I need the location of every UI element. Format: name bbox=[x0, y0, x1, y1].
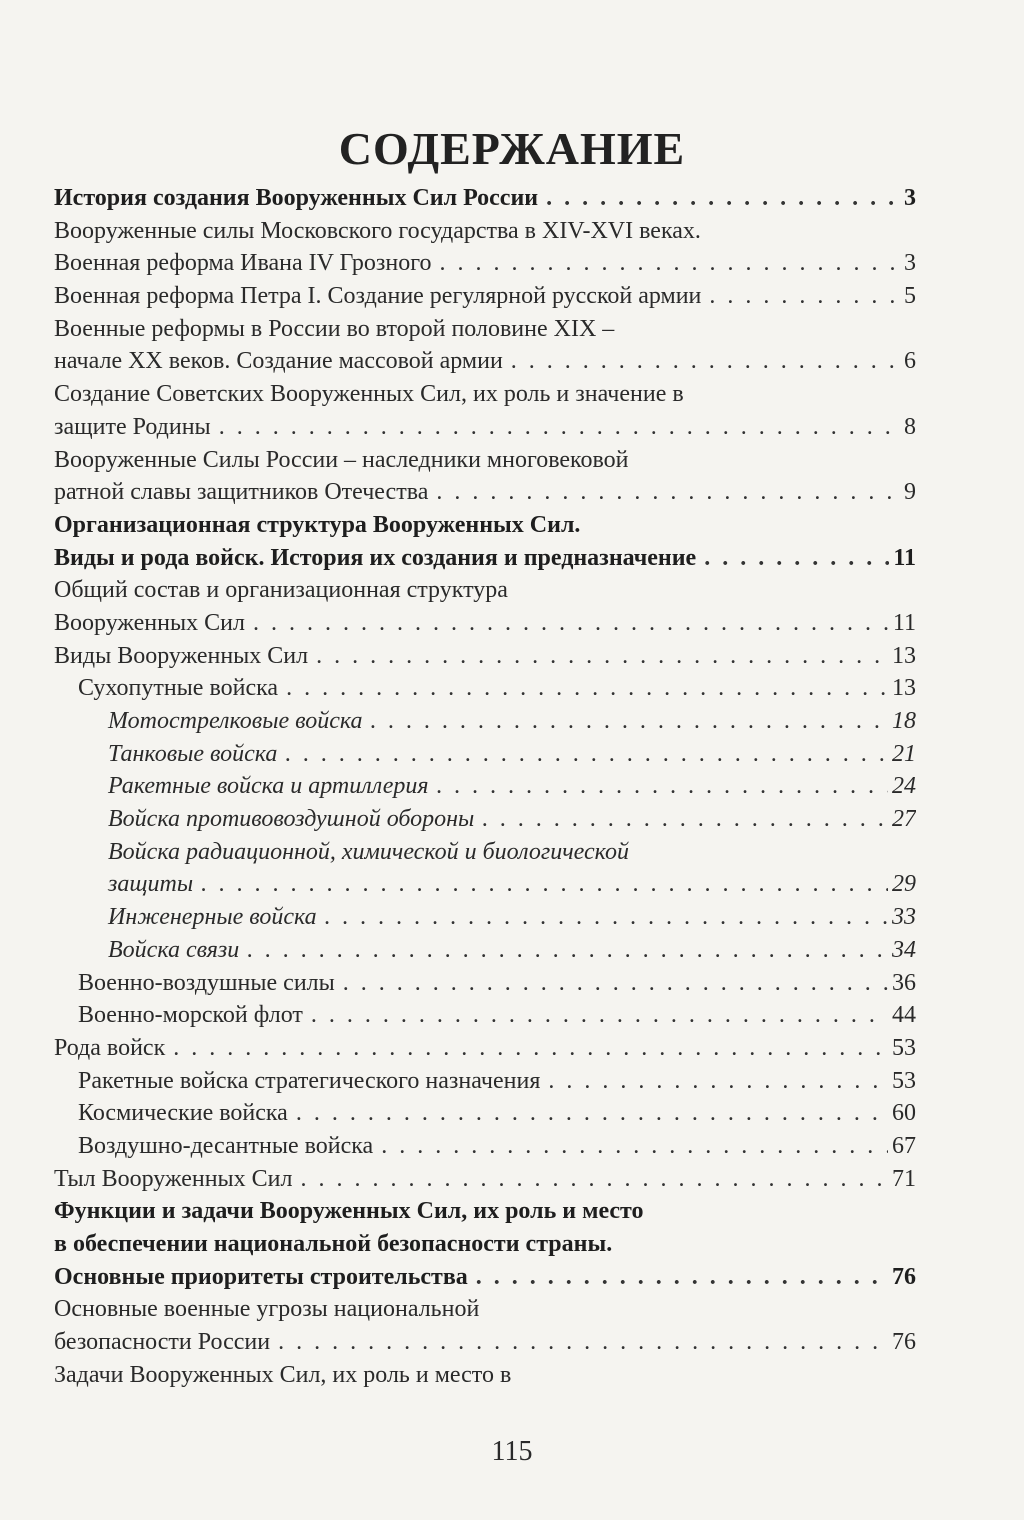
toc-dot-leader bbox=[301, 1163, 889, 1196]
toc-entry-page: 71 bbox=[892, 1165, 916, 1192]
toc-entry-title: безопасности России bbox=[54, 1329, 271, 1356]
toc-entry-page: 29 bbox=[892, 871, 916, 898]
toc-entry-title: Космические войска bbox=[78, 1100, 288, 1127]
toc-dot-leader bbox=[704, 542, 889, 575]
toc-dot-leader bbox=[546, 182, 900, 215]
toc-entry-title: Военная реформа Петра I. Создание регулярной русской армии bbox=[54, 283, 702, 310]
toc-entry-page: 36 bbox=[892, 969, 916, 996]
toc-entry-page: 76 bbox=[892, 1263, 916, 1290]
toc-entry bbox=[54, 345, 916, 378]
toc-entry-title: Военные реформы в России во второй половине XIX – bbox=[54, 315, 615, 342]
toc-dot-leader bbox=[296, 1097, 888, 1130]
toc-entry-title: Основные военные угрозы национальной bbox=[54, 1296, 480, 1323]
toc-entry-title: Вооруженных Сил bbox=[54, 609, 245, 636]
toc-entry-title: Сухопутные войска bbox=[78, 675, 279, 702]
toc-entry-page: 11 bbox=[892, 609, 916, 636]
toc-entry-page: 67 bbox=[892, 1132, 916, 1159]
toc-dot-leader bbox=[437, 770, 888, 803]
toc-entry-title: в обеспечении национальной безопасности страны. bbox=[54, 1231, 613, 1257]
toc-entry bbox=[54, 378, 916, 411]
toc-entry-title: защиты bbox=[108, 871, 194, 898]
table-of-contents bbox=[54, 182, 916, 1391]
toc-entry bbox=[54, 542, 916, 575]
toc-dot-leader bbox=[247, 934, 888, 967]
toc-entry bbox=[54, 215, 916, 248]
toc-dot-leader bbox=[343, 967, 888, 1000]
toc-entry-title: Организационная структура Вооруженных Сил. bbox=[54, 511, 581, 538]
toc-dot-leader bbox=[173, 1032, 888, 1065]
toc-entry-title: Общий состав и организационная структура bbox=[54, 577, 508, 604]
toc-entry-title: ратной славы защитников Отечества bbox=[54, 479, 429, 506]
toc-entry-page: 3 bbox=[904, 250, 916, 277]
toc-entry-page: 24 bbox=[892, 773, 916, 800]
toc-entry-title: Рода войск bbox=[54, 1034, 166, 1061]
toc-dot-leader bbox=[286, 672, 888, 705]
toc-entry bbox=[54, 640, 916, 673]
toc-dot-leader bbox=[253, 607, 889, 640]
toc-dot-leader bbox=[311, 999, 888, 1032]
toc-entry-title: Тыл Вооруженных Сил bbox=[54, 1165, 293, 1192]
toc-dot-leader bbox=[325, 901, 888, 934]
toc-entry-title: Мотострелковые войска bbox=[108, 708, 363, 734]
toc-entry bbox=[54, 1163, 916, 1196]
toc-entry bbox=[54, 509, 916, 542]
page-number: 115 bbox=[491, 1436, 533, 1467]
toc-entry bbox=[54, 999, 916, 1032]
toc-entry bbox=[54, 313, 916, 346]
toc-entry bbox=[54, 934, 916, 967]
toc-entry bbox=[54, 1032, 916, 1065]
toc-entry-title: Создание Советских Вооруженных Сил, их роль и значение в bbox=[54, 381, 684, 408]
toc-entry bbox=[54, 836, 916, 869]
toc-entry bbox=[54, 1261, 916, 1294]
toc-entry-title: Войска связи bbox=[108, 936, 240, 963]
toc-entry bbox=[54, 280, 916, 313]
toc-entry-title: Вооруженные Силы России – наследники многовековой bbox=[54, 446, 629, 473]
toc-entry-title: Военная реформа Ивана IV Грозного bbox=[54, 250, 432, 277]
toc-entry bbox=[54, 705, 916, 738]
toc-dot-leader bbox=[201, 868, 888, 901]
toc-entry-page: 27 bbox=[892, 806, 916, 833]
toc-entry-title: Ракетные войска стратегического назначения bbox=[78, 1067, 541, 1094]
toc-entry-page: 44 bbox=[892, 1002, 916, 1029]
toc-dot-leader bbox=[381, 1130, 888, 1163]
toc-dot-leader bbox=[371, 705, 888, 738]
toc-entry-title: Задачи Вооруженных Сил, их роль и место в bbox=[54, 1361, 512, 1388]
toc-entry-page: 13 bbox=[892, 675, 916, 702]
toc-entry bbox=[54, 182, 916, 215]
toc-entry bbox=[54, 803, 916, 836]
toc-entry bbox=[54, 476, 916, 509]
toc-entry bbox=[54, 901, 916, 934]
toc-entry bbox=[54, 770, 916, 803]
toc-entry-page: 18 bbox=[892, 708, 916, 734]
toc-dot-leader bbox=[439, 247, 900, 280]
toc-entry-title: Танковые войска bbox=[108, 740, 278, 767]
toc-entry bbox=[54, 967, 916, 1000]
toc-entry bbox=[54, 1097, 916, 1130]
page-title: СОДЕРЖАНИЕ bbox=[338, 123, 686, 174]
toc-entry-title: Военно-морской флот bbox=[78, 1002, 303, 1029]
toc-entry bbox=[54, 1065, 916, 1098]
toc-dot-leader bbox=[219, 411, 900, 444]
toc-entry-page: 3 bbox=[904, 185, 916, 211]
toc-entry-title: Воздушно-десантные войска bbox=[78, 1132, 374, 1159]
toc-entry-page: 53 bbox=[892, 1034, 916, 1061]
toc-entry bbox=[54, 1228, 916, 1261]
toc-entry-page: 34 bbox=[892, 936, 916, 963]
toc-entry bbox=[54, 1293, 916, 1326]
toc-entry bbox=[54, 574, 916, 607]
toc-entry-page: 11 bbox=[893, 544, 916, 571]
toc-entry-title: Виды и рода войск. История их создания и предназначение bbox=[54, 544, 697, 571]
toc-entry-title: Войска радиационной, химической и биологической bbox=[108, 838, 629, 865]
toc-dot-leader bbox=[511, 345, 900, 378]
toc-entry-page: 76 bbox=[892, 1329, 916, 1356]
toc-entry-page: 53 bbox=[892, 1067, 916, 1094]
toc-entry-title: защите Родины bbox=[54, 413, 211, 440]
toc-entry-page: 13 bbox=[892, 642, 916, 669]
toc-entry bbox=[54, 411, 916, 444]
toc-entry-title: Ракетные войска и артиллерия bbox=[108, 773, 429, 800]
toc-entry-title: Войска противовоздушной обороны bbox=[108, 806, 475, 833]
toc-entry-title: Инженерные войска bbox=[108, 904, 317, 931]
toc-entry bbox=[54, 1359, 916, 1392]
toc-entry-title: История создания Вооруженных Сил России bbox=[54, 185, 539, 211]
toc-entry bbox=[54, 868, 916, 901]
toc-entry-title: начале XX веков. Создание массовой армии bbox=[54, 348, 503, 375]
toc-entry-page: 6 bbox=[904, 348, 916, 375]
toc-dot-leader bbox=[476, 1261, 888, 1294]
toc-dot-leader bbox=[709, 280, 900, 313]
toc-entry bbox=[54, 607, 916, 640]
toc-entry bbox=[54, 444, 916, 477]
toc-entry-page: 60 bbox=[892, 1100, 916, 1127]
toc-dot-leader bbox=[316, 640, 888, 673]
toc-entry-title: Виды Вооруженных Сил bbox=[54, 642, 309, 669]
toc-entry-title: Основные приоритеты строительства bbox=[54, 1263, 468, 1290]
toc-entry-title: Военно-воздушные силы bbox=[78, 969, 335, 996]
toc-entry-page: 5 bbox=[904, 283, 916, 310]
toc-entry bbox=[54, 247, 916, 280]
toc-entry bbox=[54, 672, 916, 705]
toc-entry bbox=[54, 1326, 916, 1359]
toc-entry-page: 9 bbox=[904, 479, 916, 506]
toc-entry-page: 21 bbox=[892, 740, 916, 767]
toc-entry-title: Вооруженные силы Московского государства в XIV-XVI веках. bbox=[54, 217, 701, 244]
toc-entry bbox=[54, 738, 916, 771]
toc-dot-leader bbox=[436, 476, 900, 509]
toc-entry bbox=[54, 1130, 916, 1163]
toc-dot-leader bbox=[548, 1065, 888, 1098]
toc-entry-page: 8 bbox=[904, 413, 916, 440]
toc-entry bbox=[54, 1195, 916, 1228]
toc-dot-leader bbox=[285, 738, 888, 771]
toc-dot-leader bbox=[482, 803, 888, 836]
toc-entry-title: Функции и задачи Вооруженных Сил, их роль и место bbox=[54, 1198, 644, 1225]
toc-dot-leader bbox=[278, 1326, 888, 1359]
toc-entry-page: 33 bbox=[892, 904, 916, 931]
